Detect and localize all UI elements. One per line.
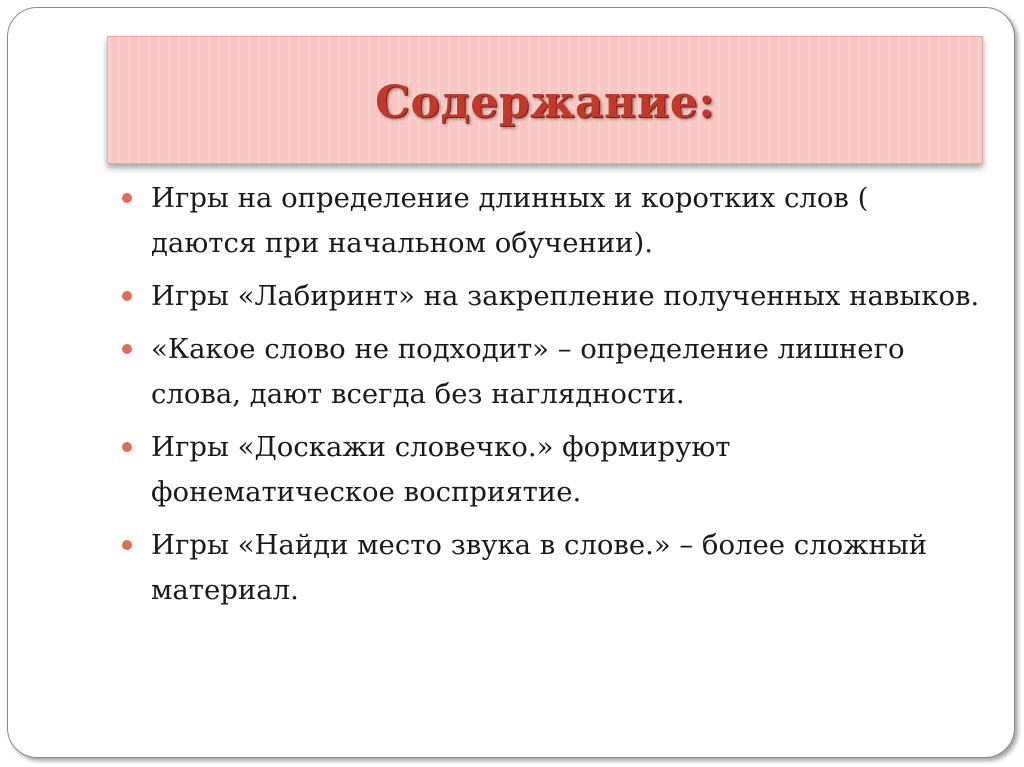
bullet-text: Игры «Доскажи словечко.» формируют фонематическое восприятие. bbox=[151, 431, 731, 508]
bullet-dot-icon bbox=[122, 442, 132, 452]
bullet-dot-icon bbox=[122, 540, 132, 550]
bullet-item bbox=[121, 523, 981, 613]
bullet-text: Игры на определение длинных и коротких слов ( даются при начальном обучении). bbox=[151, 182, 869, 259]
bullet-text: Игры «Лабиринт» на закрепление полученных навыков. bbox=[151, 280, 980, 312]
bullet-text: Игры «Найди место звука в слове.» – более сложный материал. bbox=[151, 529, 928, 606]
bullet-item bbox=[121, 425, 981, 515]
slide-title: Содержание: bbox=[375, 76, 715, 128]
bullet-item bbox=[121, 327, 981, 417]
slide-frame bbox=[7, 7, 1015, 758]
bullet-dot-icon bbox=[122, 193, 132, 203]
bullet-dot-icon bbox=[122, 291, 132, 301]
bullet-dot-icon bbox=[122, 344, 132, 354]
bullet-item bbox=[121, 176, 981, 266]
bullet-list bbox=[121, 176, 981, 621]
bullet-item bbox=[121, 274, 981, 319]
bullet-text: «Какое слово не подходит» – определение лишнего слова, дают всегда без наглядности. bbox=[151, 333, 905, 410]
title-banner bbox=[107, 36, 983, 164]
